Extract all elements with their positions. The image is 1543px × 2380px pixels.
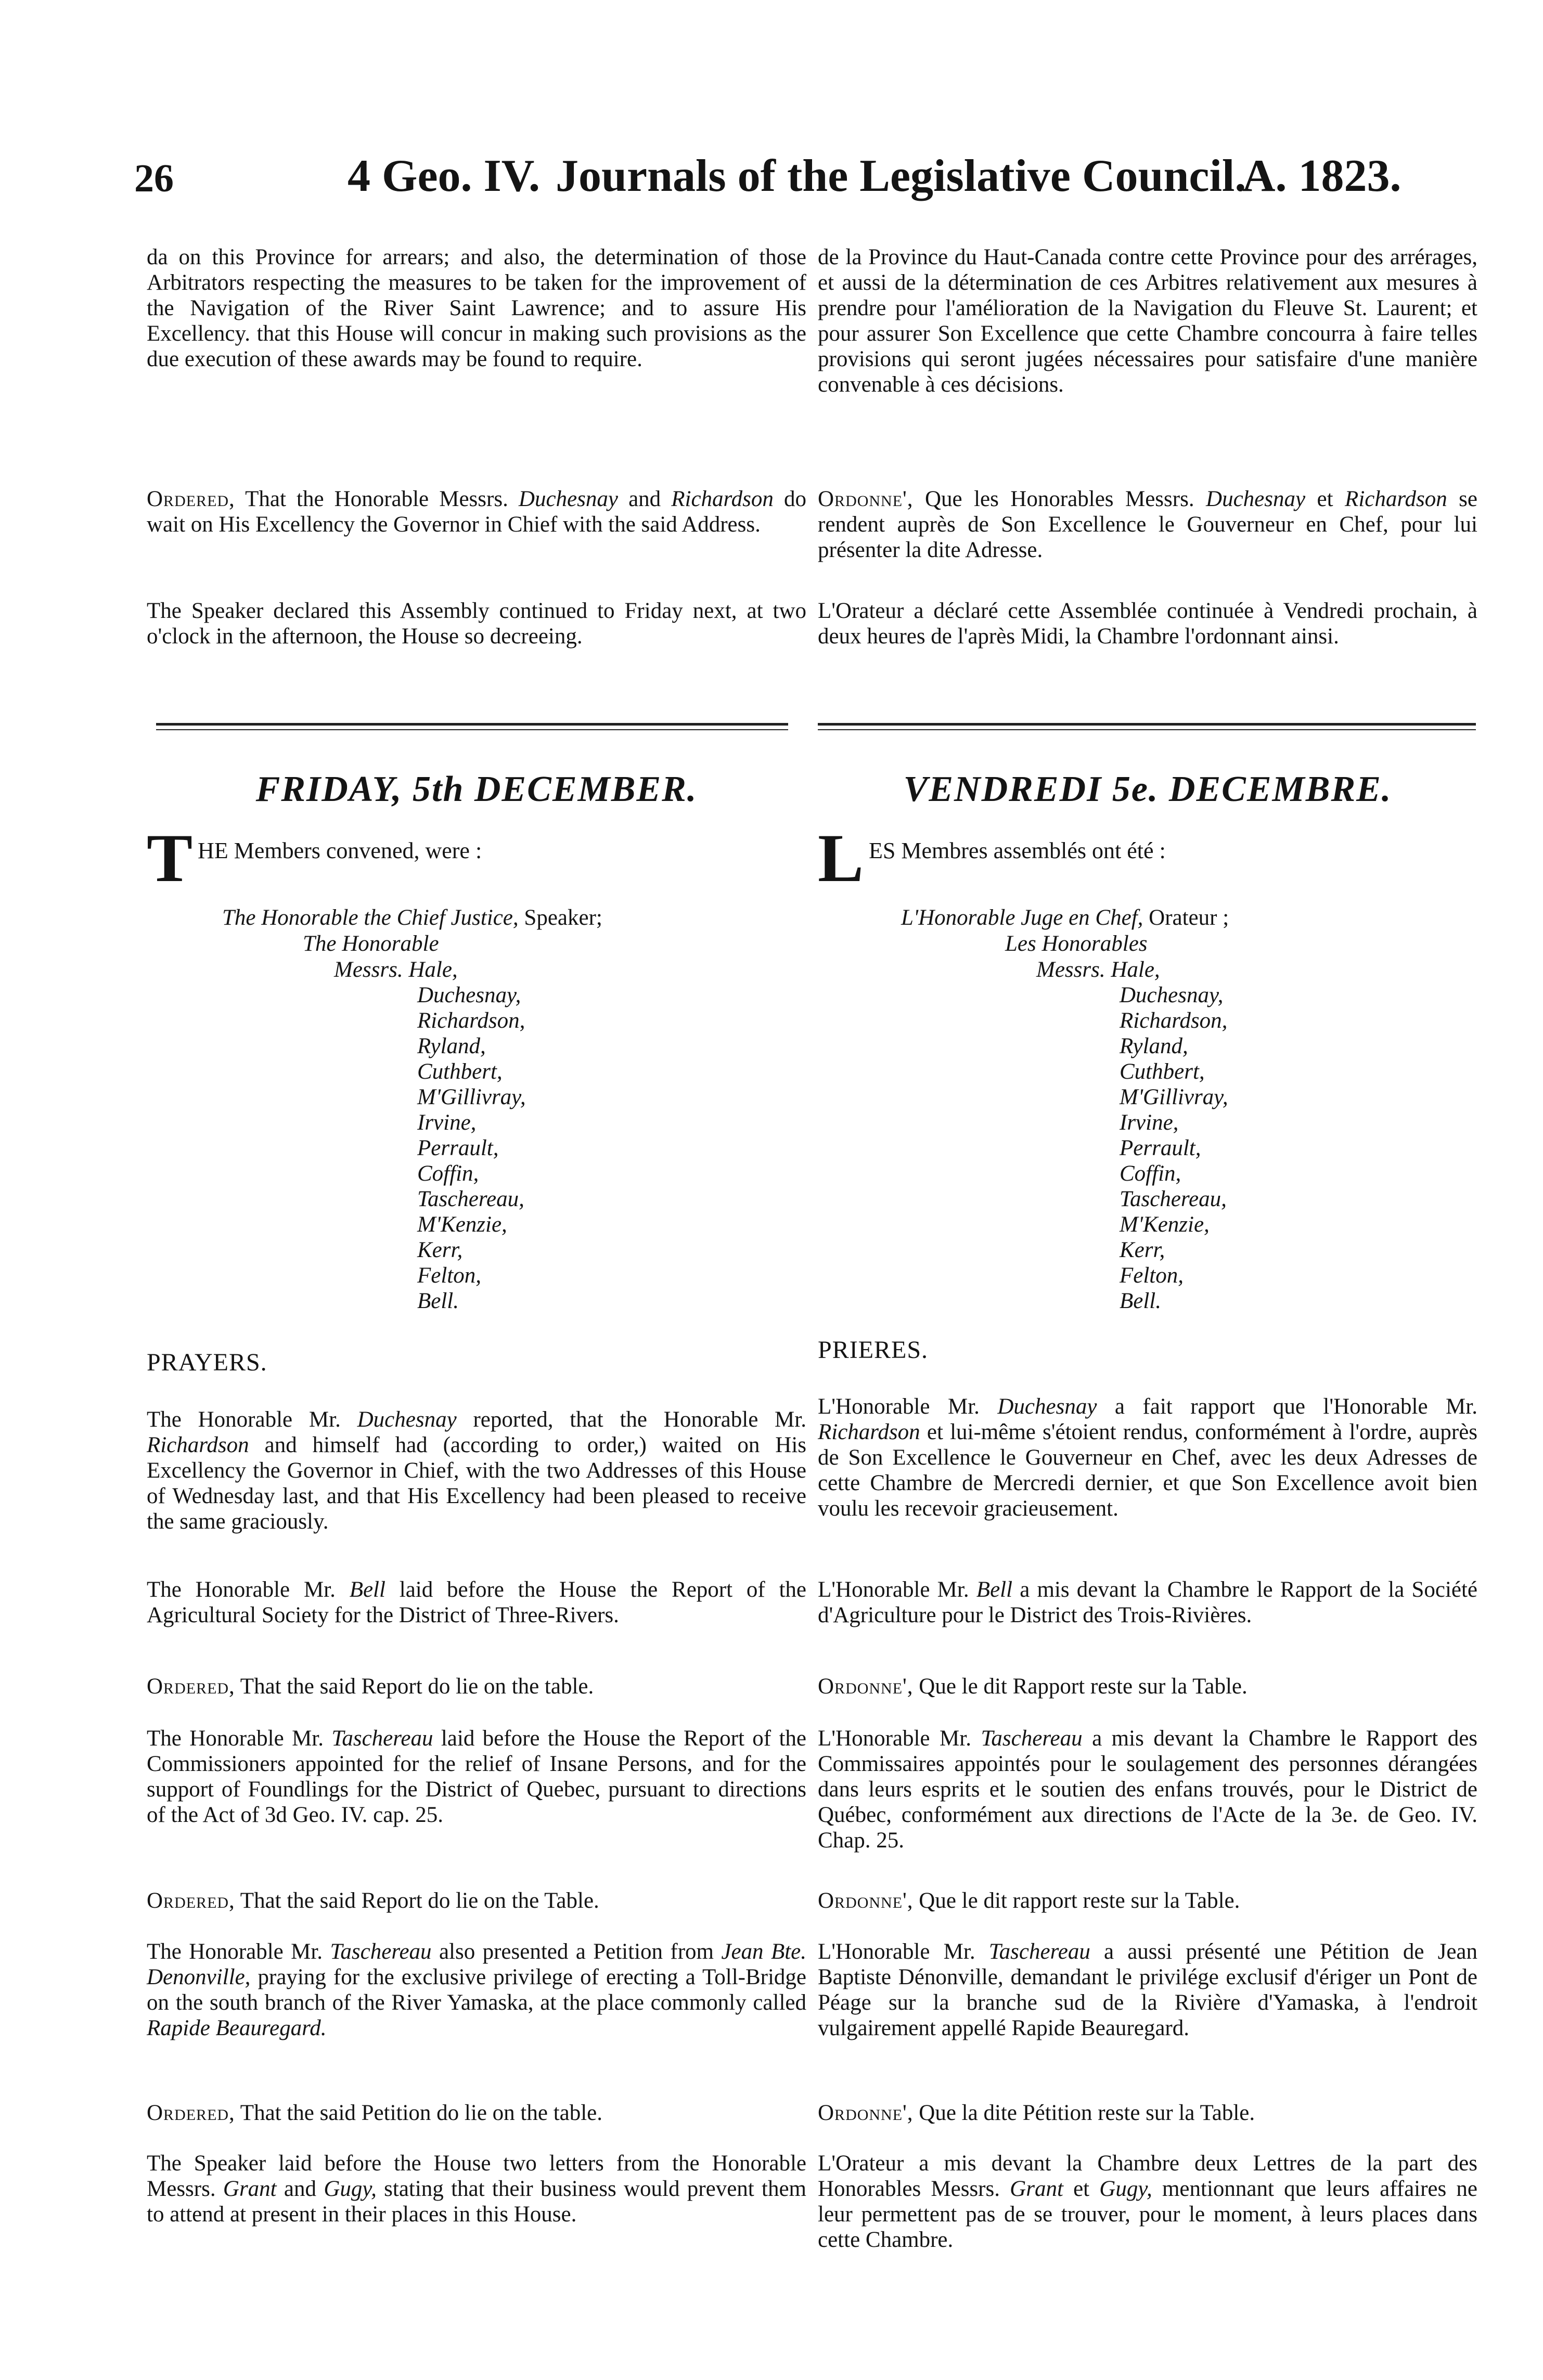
- member-item: Kerr,: [417, 1238, 463, 1262]
- section-rule-left-thin: [156, 729, 788, 730]
- speaker-name: The Honorable the Chief Justice,: [222, 906, 519, 930]
- honorable-label: Les Honorables: [1005, 932, 1148, 956]
- member-name: Duchesnay: [518, 487, 618, 511]
- speaker-name: L'Honorable Juge en Chef,: [901, 906, 1143, 930]
- member-name: Richardson: [1345, 487, 1447, 511]
- report-paragraph: [818, 1726, 1477, 1853]
- member-item: Perrault,: [1120, 1136, 1201, 1160]
- order-paragraph: [818, 2100, 1477, 2126]
- text: The Speaker laid before the House two letters from the Honorable Messrs.: [147, 2151, 806, 2201]
- ordered-word: Ordonne',: [818, 1674, 914, 1699]
- member-item: Duchesnay,: [1120, 983, 1224, 1007]
- calendar-year: A. 1823.: [1242, 151, 1401, 201]
- text: laid before the House the Report of the Agricultural Society for the District of Three-Rivers.: [147, 1577, 807, 1627]
- member-item: Taschereau,: [417, 1187, 524, 1211]
- text: a aussi présenté une Pétition de Jean Baptiste Dénonville, demandant le privilége exclusif d'ériger un Pont de Péage sur la branche sud de la Rivière d'Yamaska, à l'endroit vulgairement appellé Rapide Beauregard.: [818, 1939, 1477, 2040]
- member-item: Irvine,: [417, 1110, 477, 1135]
- member-name: Duchesnay: [1206, 487, 1306, 511]
- member-item: Bell.: [417, 1289, 459, 1313]
- ordered-word: Ordonne',: [818, 2101, 914, 2125]
- member-name: Richardson: [671, 487, 774, 511]
- member-name: Gugy,: [324, 2177, 377, 2201]
- member-item: Irvine,: [1120, 1110, 1179, 1135]
- sitting-heading: FRIDAY, 5th DECEMBER.: [255, 769, 698, 809]
- member-item: Ryland,: [417, 1034, 486, 1058]
- member-name: Gugy,: [1099, 2177, 1152, 2201]
- conjunction: and: [628, 487, 661, 511]
- order-text: Que le dit Rapport reste sur la Table.: [919, 1674, 1248, 1699]
- member-item: Duchesnay,: [417, 983, 521, 1007]
- order-text: Que les Honorables Messrs.: [925, 487, 1194, 511]
- text: also presented a Petition from: [439, 1939, 714, 1964]
- order-text: se rendent auprès de Son Excellence le Gouverneur en Chef, pour lui présenter la dite Adresse.: [818, 487, 1477, 562]
- journal-title: Journals of the Legislative Council.: [556, 151, 1246, 201]
- section-rule-right: [818, 723, 1476, 726]
- text: laid before the House the Report of the Commissioners appointed for the relief of Insane Persons, and for the support of Foundlings for the District of Quebec, pursuant to directions of the Act of 3d Geo. IV. cap. 25.: [147, 1726, 807, 1827]
- order-text: do wait on His Excellency the Governor in Chief with the said Address.: [147, 487, 807, 537]
- text: The Honorable Mr.: [147, 1407, 341, 1432]
- text: a fait rapport que l'Honorable Mr.: [1114, 1394, 1477, 1419]
- member-name: Grant: [1010, 2177, 1063, 2201]
- order-text: That the said Report do lie on the Table.: [240, 1889, 599, 1913]
- convened-text: ES Membres assemblés ont été :: [869, 838, 1166, 863]
- member-name: Taschereau: [981, 1726, 1083, 1751]
- text: a mis devant la Chambre le Rapport des Commissaires appointés pour le soulagement des personnes dérangées dans leurs esprits et le soutien des enfans trouvés, pour le District de Québec, conformément aux directions de l'Acte de la 3e. de Geo. IV. Chap. 25.: [818, 1726, 1478, 1853]
- sitting-heading: VENDREDI 5e. DECEMBRE.: [903, 769, 1392, 809]
- honorable-label: The Honorable: [303, 932, 439, 956]
- report-paragraph: [147, 1577, 806, 1628]
- page-number: 26: [134, 157, 174, 200]
- member-item: Messrs. Hale,: [334, 958, 458, 982]
- member-item: Ryland,: [1120, 1034, 1188, 1058]
- member-item: M'Gillivray,: [1120, 1085, 1228, 1109]
- running-head: [134, 150, 1471, 223]
- text: L'Honorable Mr.: [818, 1577, 969, 1602]
- member-item: M'Gillivray,: [417, 1085, 526, 1109]
- ordered-word: Ordonne',: [818, 1889, 914, 1913]
- member-item: Coffin,: [417, 1161, 479, 1186]
- letters-paragraph: [818, 2151, 1477, 2253]
- continued-paragraph: da on this Province for arrears; and also, the determination of those Arbitrators respecting the measures to be taken for the improvement of the Navigation of the River Saint Lawrence; and to assure His Excellency. that this House will concur in making such provisions as the due execution of these awards may be found to require.: [147, 245, 806, 371]
- text: and himself had (according to order,) waited on His Excellency the Governor in Chief, with the two Addresses of this House of Wednesday last, and that His Excellency had been pleased to receive the same graciously.: [147, 1433, 807, 1534]
- letters-paragraph: [147, 2151, 806, 2227]
- text: The Honorable Mr.: [147, 1939, 323, 1964]
- prayers-heading: PRIERES.: [818, 1336, 929, 1364]
- order-text: Que la dite Pétition reste sur la Table.: [919, 2101, 1255, 2125]
- speaker-line: [901, 905, 1229, 931]
- text: L'Honorable Mr.: [818, 1939, 975, 1964]
- section-rule-right-thin: [818, 729, 1476, 730]
- member-name: Duchesnay: [357, 1407, 457, 1432]
- regnal-year: 4 Geo. IV.: [348, 151, 540, 201]
- text: stating that their business would prevent them to attend at present in their places in this House.: [147, 2177, 806, 2227]
- ordered-word: Ordered,: [147, 2101, 235, 2125]
- member-name: Taschereau: [331, 1726, 433, 1751]
- member-item: Perrault,: [417, 1136, 499, 1160]
- order-paragraph: [818, 1674, 1477, 1699]
- conjunction: et: [1317, 487, 1333, 511]
- order-paragraph: [147, 1674, 806, 1699]
- member-name: Richardson: [818, 1420, 920, 1444]
- members-list: [1036, 957, 1228, 1314]
- member-item: Kerr,: [1120, 1238, 1165, 1262]
- member-name: Taschereau: [988, 1939, 1090, 1964]
- convened-text: HE Members convened, were :: [198, 838, 482, 863]
- order-text: That the said Petition do lie on the table.: [240, 2101, 603, 2125]
- adjournment-paragraph: L'Orateur a déclaré cette Assemblée continuée à Vendredi prochain, à deux heures de l'après Midi, la Chambre l'ordonnant ainsi.: [818, 599, 1477, 649]
- member-item: M'Kenzie,: [1120, 1212, 1210, 1237]
- member-item: Bell.: [1120, 1289, 1161, 1313]
- conjunction: et: [1073, 2177, 1090, 2201]
- member-item: Felton,: [1120, 1263, 1184, 1288]
- member-name: Bell: [976, 1577, 1013, 1602]
- text: reported, that the Honorable Mr.: [473, 1407, 806, 1432]
- petition-paragraph: [818, 1939, 1477, 2041]
- speaker-line: [222, 905, 602, 931]
- continued-paragraph: de la Province du Haut-Canada contre cette Province pour des arrérages, et aussi de la détermination de ces Arbitres relativement aux mesures à prendre pour l'amélioration de la Navigation du Fleuve St. Laurent; et pour assurer Son Excellence que cette Chambre concourra à faire telles provisions qui seront jugées nécessaires pour satisfaire d'une manière convenable à ces décisions.: [818, 245, 1477, 397]
- drop-cap: T: [147, 820, 193, 896]
- report-paragraph: [147, 1726, 806, 1828]
- text: The Honorable Mr.: [147, 1577, 336, 1602]
- report-paragraph: [818, 1394, 1477, 1521]
- member-item: Taschereau,: [1120, 1187, 1227, 1211]
- order-text: That the Honorable Messrs.: [245, 487, 508, 511]
- text: et lui-même s'étoient rendus, conformément à l'ordre, auprès de Son Excellence le Gouverneur en Chef, avec les deux Adresses de cette Chambre de Mercredi dernier, et que Son Excellence avoit bien voulu les recevoir gracieusement.: [818, 1420, 1478, 1521]
- order-paragraph: [818, 486, 1477, 563]
- member-item: M'Kenzie,: [417, 1212, 507, 1237]
- text: L'Orateur a mis devant la Chambre deux Lettres de la part des Honorables Messrs.: [818, 2151, 1477, 2201]
- prayers-heading: PRAYERS.: [147, 1349, 267, 1376]
- text: The Honorable Mr.: [147, 1726, 324, 1751]
- section-rule-left: [156, 723, 788, 726]
- report-paragraph: [147, 1407, 806, 1534]
- members-list: [334, 957, 526, 1314]
- conjunction: and: [284, 2177, 317, 2201]
- member-name: Bell: [349, 1577, 385, 1602]
- member-item: Cuthbert,: [417, 1059, 503, 1084]
- member-item: Coffin,: [1120, 1161, 1181, 1186]
- member-name: Taschereau: [330, 1939, 432, 1964]
- text: a mis devant la Chambre le Rapport de la Société d'Agriculture pour le District des Trois-Rivières.: [818, 1577, 1478, 1627]
- text: praying for the exclusive privilege of erecting a Toll-Bridge on the south branch of the River Yamaska, at the place commonly called: [147, 1965, 807, 2015]
- report-paragraph: [818, 1577, 1477, 1628]
- ordered-word: Ordered,: [147, 1674, 235, 1699]
- member-name: Grant: [223, 2177, 277, 2201]
- order-paragraph: [147, 1888, 806, 1913]
- order-text: Que le dit rapport reste sur la Table.: [919, 1889, 1240, 1913]
- speaker-role: Orateur ;: [1149, 906, 1229, 930]
- order-paragraph: [818, 1888, 1477, 1913]
- order-paragraph: [147, 486, 806, 537]
- member-name: Richardson: [147, 1433, 249, 1457]
- member-item: Richardson,: [1120, 1008, 1228, 1033]
- convened-line: [818, 820, 1477, 896]
- drop-cap: L: [818, 820, 864, 896]
- petition-paragraph: [147, 1939, 806, 2041]
- ordered-word: Ordered,: [147, 487, 235, 511]
- member-item: Richardson,: [417, 1008, 525, 1033]
- text: L'Honorable Mr.: [818, 1726, 971, 1751]
- member-item: Messrs. Hale,: [1036, 958, 1160, 982]
- ordered-word: Ordered,: [147, 1889, 235, 1913]
- order-paragraph: [147, 2100, 806, 2126]
- text: L'Honorable Mr.: [818, 1394, 980, 1419]
- order-text: That the said Report do lie on the table.: [240, 1674, 594, 1699]
- convened-line: [147, 820, 806, 896]
- ordered-word: Ordonne',: [818, 487, 914, 511]
- member-item: Felton,: [417, 1263, 481, 1288]
- place-name: Rapide Beauregard.: [147, 2016, 327, 2040]
- adjournment-paragraph: The Speaker declared this Assembly continued to Friday next, at two o'clock in the afternoon, the House so decreeing.: [147, 599, 806, 649]
- text: mentionnant que leurs affaires ne leur permettent pas de se trouver, pour le moment, à leurs places dans cette Chambre.: [818, 2177, 1477, 2252]
- member-item: Cuthbert,: [1120, 1059, 1205, 1084]
- speaker-role: Speaker;: [524, 906, 602, 930]
- petitioner-name: Jean Bte. Denonville,: [147, 1939, 806, 1989]
- member-name: Duchesnay: [997, 1394, 1097, 1419]
